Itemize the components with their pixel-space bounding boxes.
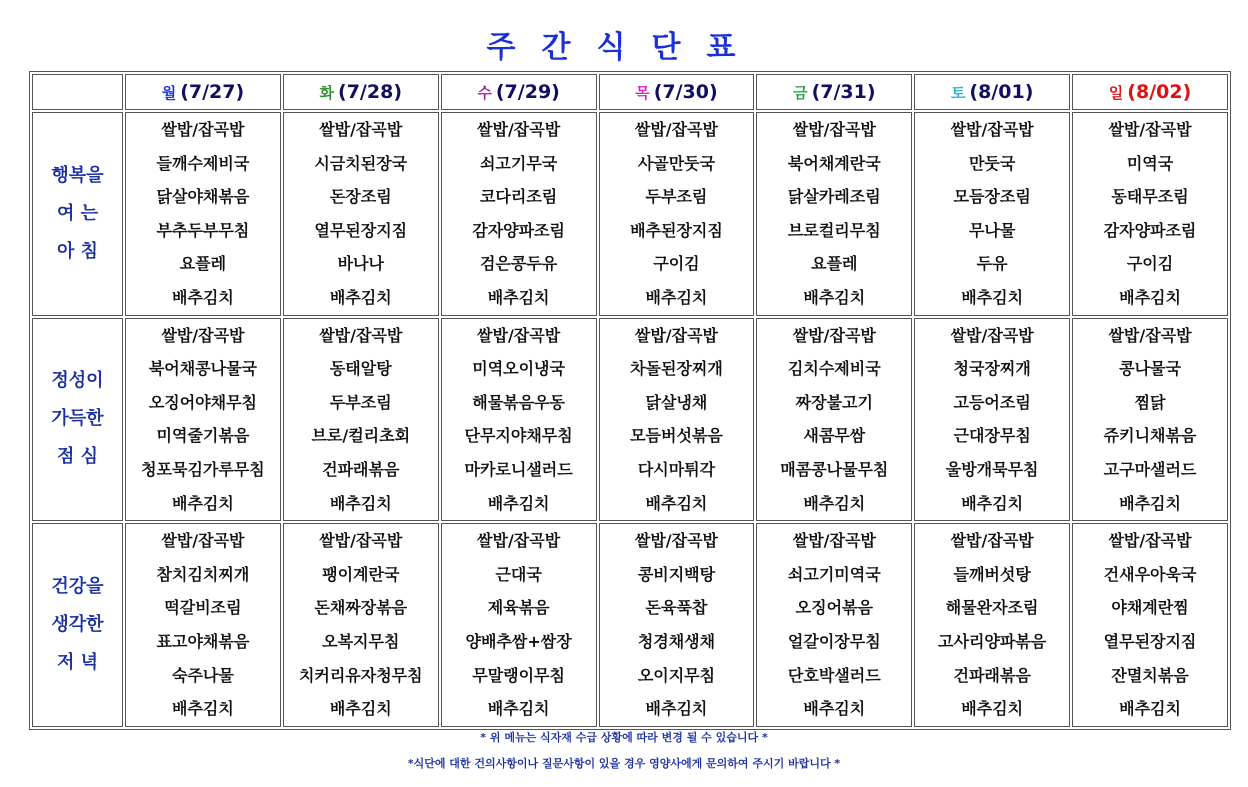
- menu-item: 건파래볶음: [322, 459, 400, 479]
- meal-name-line: 저 녁: [56, 651, 99, 673]
- menu-cell: [125, 112, 281, 316]
- meal-name-line: 건강을: [51, 575, 104, 597]
- day-header-row: [32, 74, 1228, 110]
- menu-item: 배추김치: [961, 493, 1024, 513]
- meal-name-line: 행복을: [51, 164, 104, 186]
- menu-cell: [914, 112, 1070, 316]
- menu-item: 배추김치: [803, 493, 866, 513]
- menu-item: 근대장무침: [953, 426, 1031, 446]
- menu-item: 쌀밥/잡곡밥: [1108, 325, 1192, 345]
- menu-item: 건새우아욱국: [1103, 564, 1197, 584]
- day-date-label: (7/27): [180, 81, 245, 103]
- menu-item: 울방개묵무침: [945, 459, 1039, 479]
- meal-name: [32, 112, 123, 316]
- menu-item: 감자양파조림: [1103, 220, 1197, 240]
- menu-item: 쌀밥/잡곡밥: [634, 120, 719, 139]
- day-date-label: (8/02): [1127, 81, 1192, 103]
- menu-item: 김치수제비국: [787, 359, 881, 379]
- menu-item: 청국장찌개: [953, 359, 1031, 379]
- menu-item: 콩나물국: [1119, 359, 1181, 379]
- menu-item: 콩비지백탕: [637, 564, 716, 584]
- meal-row: [32, 112, 1228, 316]
- day-date-label: (8/01): [969, 81, 1034, 103]
- menu-item: 쌀밥/잡곡밥: [319, 531, 403, 551]
- menu-item: 배추김치: [329, 493, 392, 513]
- menu-item: 검은콩두유: [479, 254, 558, 274]
- menu-item: 배추김치: [961, 287, 1024, 307]
- menu-item: 배추김치: [487, 287, 550, 307]
- menu-item: 쌀밥/잡곡밥: [161, 120, 245, 139]
- menu-item: 떡갈비조림: [164, 598, 242, 618]
- menu-item: 두부조림: [645, 187, 708, 207]
- menu-item: 쌀밥/잡곡밥: [319, 325, 403, 345]
- menu-item: 들깨버섯탕: [953, 564, 1031, 584]
- menu-item: 쌀밥/잡곡밥: [161, 325, 245, 345]
- menu-cell: [756, 523, 912, 727]
- menu-item: 잔멸치볶음: [1111, 665, 1189, 685]
- menu-item: 찜닭: [1134, 392, 1166, 412]
- menu-item: 쌀밥/잡곡밥: [319, 120, 403, 139]
- menu-item: 근대국: [495, 564, 542, 584]
- menu-item: 쌀밥/잡곡밥: [477, 325, 561, 345]
- menu-item: 배추김치: [172, 699, 234, 719]
- menu-item: 배추김치: [172, 493, 234, 513]
- menu-item: 배추김치: [645, 493, 708, 513]
- menu-item: 오복지무침: [322, 631, 400, 651]
- menu-item: 표고야채볶음: [156, 631, 250, 651]
- menu-item: 쌀밥/잡곡밥: [792, 120, 876, 139]
- menu-item: 만둣국: [968, 153, 1016, 173]
- menu-item: 두유: [976, 254, 1008, 274]
- menu-item: 돈장조림: [329, 187, 392, 207]
- menu-cell: [441, 318, 597, 522]
- meal-name-line: 정성이: [51, 370, 104, 392]
- menu-item: 배추김치: [329, 287, 392, 307]
- menu-item: 차돌된장찌개: [630, 359, 723, 379]
- menu-item: 다시마튀각: [637, 459, 716, 479]
- menu-item: 사골만둣국: [637, 153, 716, 173]
- menu-item: 쌀밥/잡곡밥: [1108, 120, 1192, 139]
- meal-name: [32, 318, 123, 522]
- weekday-icon: 일: [1108, 84, 1124, 102]
- menu-item: 단무지야채무침: [464, 426, 573, 446]
- menu-item: 새콤무쌈: [803, 426, 866, 446]
- menu-item: 부추두부무침: [156, 220, 250, 240]
- menu-item: 쇠고기무국: [479, 153, 558, 173]
- menu-item: 쇠고기미역국: [787, 564, 881, 584]
- corner-cell: [32, 74, 123, 110]
- menu-item: 배추김치: [329, 699, 392, 719]
- menu-cell: [1072, 318, 1228, 522]
- menu-item: 건파래볶음: [953, 665, 1031, 685]
- menu-item: 배추김치: [172, 287, 234, 307]
- menu-item: 배추김치: [645, 287, 708, 307]
- menu-item: 쌀밥/잡곡밥: [1108, 531, 1192, 551]
- menu-item: 청경채생채: [637, 631, 716, 651]
- weekday-icon: 목: [635, 84, 650, 102]
- meal-name: [32, 523, 123, 727]
- weekday-icon: 금: [793, 84, 808, 102]
- menu-item: 단호박샐러드: [787, 665, 881, 685]
- menu-item: 배추김치: [961, 699, 1024, 719]
- menu-item: 배추김치: [645, 699, 708, 719]
- menu-item: 닭살야채볶음: [156, 187, 250, 207]
- menu-item: 시금치된장국: [314, 153, 408, 173]
- menu-cell: [283, 523, 439, 727]
- menu-item: 요플레: [811, 254, 858, 274]
- menu-item: 짜장불고기: [795, 392, 873, 412]
- day-header: [914, 74, 1070, 110]
- menu-item: 배추김치: [487, 699, 550, 719]
- meal-row: [32, 523, 1228, 727]
- meal-name-line: 아 침: [56, 240, 99, 262]
- change-notice: * 위 메뉴는 식자재 수급 상황에 따라 변경 될 수 있습니다 *: [480, 731, 768, 744]
- day-date-label: (7/28): [338, 81, 402, 103]
- menu-cell: [441, 112, 597, 316]
- menu-item: 쌀밥/잡곡밥: [950, 325, 1034, 345]
- menu-item: 팽이계란국: [322, 564, 400, 584]
- menu-item: 얼갈이장무침: [787, 631, 881, 651]
- menu-item: 미역줄기볶음: [156, 426, 250, 446]
- day-date-label: (7/30): [653, 81, 718, 103]
- menu-item: 닭살카레조림: [787, 187, 881, 207]
- menu-item: 쌀밥/잡곡밥: [792, 531, 876, 551]
- menu-item: 돈채짜장볶음: [314, 598, 408, 618]
- menu-item: 무말랭이무침: [472, 665, 565, 685]
- menu-item: 감자양파조림: [472, 220, 565, 240]
- menu-item: 쌀밥/잡곡밥: [161, 531, 245, 551]
- menu-item: 야채계란찜: [1111, 598, 1189, 618]
- menu-cell: [283, 318, 439, 522]
- menu-cell: [283, 112, 439, 316]
- menu-item: 쌀밥/잡곡밥: [950, 120, 1034, 139]
- menu-cell: [914, 318, 1070, 522]
- weekday-icon: 토: [950, 84, 966, 102]
- menu-item: 북어채계란국: [787, 153, 881, 173]
- menu-item: 양배추쌈+쌈장: [465, 631, 572, 651]
- day-date-label: (7/31): [811, 81, 876, 103]
- menu-item: 고구마샐러드: [1103, 459, 1197, 479]
- meal-name-line: 점 심: [56, 446, 99, 468]
- menu-item: 청포묵김가루무침: [141, 459, 265, 479]
- menu-cell: [125, 523, 281, 727]
- menu-item: 쌀밥/잡곡밥: [477, 531, 561, 551]
- weekday-icon: 수: [477, 84, 492, 102]
- menu-item: 열무된장지짐: [1103, 631, 1197, 651]
- menu-cell: [599, 523, 755, 727]
- menu-item: 배추김치: [1119, 699, 1181, 719]
- meal-row: [32, 318, 1228, 522]
- menu-item: 미역오이냉국: [472, 359, 565, 379]
- menu-item: 매콤콩나물무침: [780, 459, 889, 479]
- menu-item: 배추김치: [1119, 493, 1181, 513]
- menu-item: 배추김치: [803, 287, 866, 307]
- page-title: 주간식단표: [486, 30, 762, 65]
- meal-name-line: 가득한: [51, 408, 104, 430]
- menu-item: 해물볶음우동: [472, 392, 565, 412]
- menu-item: 해물완자조림: [945, 598, 1039, 618]
- menu-item: 고사리양파볶음: [938, 631, 1047, 651]
- menu-item: 쌀밥/잡곡밥: [792, 325, 876, 345]
- menu-item: 숙주나물: [172, 665, 234, 685]
- menu-item: 브로컬리무침: [787, 220, 881, 240]
- menu-cell: [599, 318, 755, 522]
- menu-item: 오이지무침: [637, 665, 716, 685]
- day-header: [125, 74, 281, 110]
- menu-item: 동태무조림: [1111, 187, 1189, 207]
- menu-item: 모듬버섯볶음: [630, 426, 723, 446]
- menu-cell: [756, 318, 912, 522]
- menu-item: 쥬키니채볶음: [1103, 426, 1197, 446]
- weekly-menu-table: [29, 71, 1231, 730]
- weekday-icon: 화: [319, 84, 335, 102]
- menu-item: 돈육푹찹: [645, 598, 708, 618]
- menu-cell: [1072, 523, 1228, 727]
- weekday-icon: 월: [161, 84, 177, 102]
- menu-item: 쌀밥/잡곡밥: [477, 120, 561, 139]
- day-date-label: (7/29): [495, 81, 560, 103]
- menu-item: 들깨수제비국: [156, 153, 250, 173]
- menu-item: 쌀밥/잡곡밥: [634, 325, 719, 345]
- menu-item: 치커리유자청무침: [298, 665, 423, 685]
- menu-item: 미역국: [1126, 153, 1174, 173]
- menu-item: 브로/컬리초회: [311, 426, 411, 446]
- menu-cell: [441, 523, 597, 727]
- menu-item: 오징어볶음: [795, 598, 873, 618]
- menu-item: 구이김: [653, 254, 700, 274]
- menu-cell: [1072, 112, 1228, 316]
- day-header: [1072, 74, 1228, 110]
- menu-item: 구이김: [1126, 254, 1174, 274]
- menu-cell: [756, 112, 912, 316]
- meal-name-line: 여 는: [56, 202, 99, 224]
- menu-item: 두부조림: [329, 392, 392, 412]
- menu-item: 오징어야채무침: [148, 392, 258, 412]
- menu-item: 모듬장조림: [953, 187, 1031, 207]
- menu-item: 열무된장지짐: [314, 220, 408, 240]
- menu-item: 배추된장지짐: [630, 220, 723, 240]
- menu-item: 쌀밥/잡곡밥: [950, 531, 1034, 551]
- menu-cell: [599, 112, 755, 316]
- menu-item: 북어채콩나물국: [148, 359, 258, 379]
- meal-name-line: 생각한: [51, 613, 104, 635]
- menu-item: 제육볶음: [487, 598, 550, 618]
- menu-item: 요플레: [179, 254, 227, 274]
- menu-item: 배추김치: [803, 699, 866, 719]
- menu-item: 코다리조림: [479, 187, 558, 207]
- menu-item: 닭살냉채: [645, 392, 708, 412]
- menu-item: 참치김치찌개: [156, 564, 250, 584]
- day-header: [283, 74, 439, 110]
- day-header: [756, 74, 912, 110]
- menu-cell: [914, 523, 1070, 727]
- inquiry-notice: *식단에 대한 건의사항이나 질문사항이 있을 경우 영양사에게 문의하여 주시기 바랍니다 *: [407, 757, 841, 770]
- day-header: [599, 74, 755, 110]
- menu-item: 배추김치: [487, 493, 550, 513]
- menu-item: 고등어조림: [953, 392, 1031, 412]
- menu-item: 배추김치: [1119, 287, 1181, 307]
- menu-item: 무나물: [968, 220, 1016, 240]
- menu-item: 쌀밥/잡곡밥: [634, 531, 719, 551]
- menu-item: 바나나: [337, 254, 384, 274]
- day-header: [441, 74, 597, 110]
- menu-item: 마카로니샐러드: [464, 459, 573, 479]
- menu-item: 동태알탕: [329, 359, 392, 379]
- menu-cell: [125, 318, 281, 522]
